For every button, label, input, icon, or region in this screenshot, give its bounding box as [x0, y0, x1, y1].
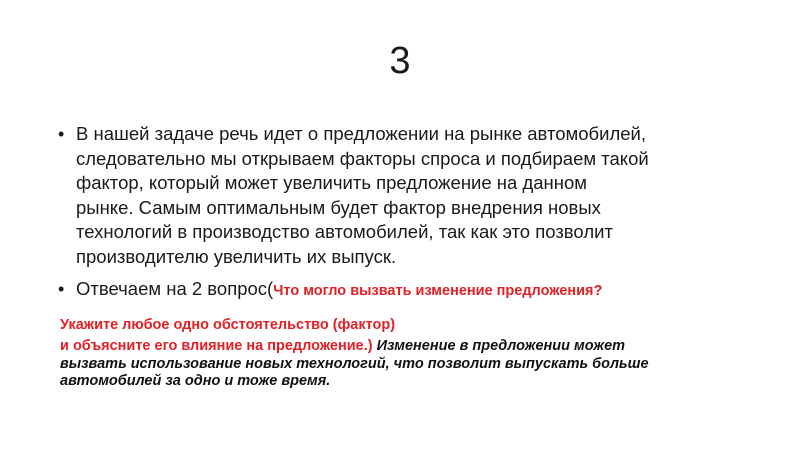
bullet-1-line: фактор, который может увеличить предложение на данном [76, 172, 587, 194]
answer-text-1: Изменение в предложении может [372, 338, 626, 354]
bullet-1-line: технологий в производство автомобилей, так как это позволит [76, 221, 613, 243]
bullet-2-prefix: Отвечаем на 2 вопрос( [76, 277, 274, 299]
answer-block [60, 338, 760, 391]
bullet-item-1 [58, 122, 778, 270]
answer-text-3: автомобилей за одно и тоже время. [60, 373, 331, 389]
question-text-2: Укажите любое одно обстоятельство (фактор) [60, 317, 396, 333]
bullet-1-line: следовательно мы открываем факторы спроса и подбираем такой [76, 147, 649, 169]
question-text-1: Что могло вызвать изменение предложения? [273, 282, 603, 299]
answer-text-2: вызвать использование новых технологий, что позволит выпускать больше [60, 355, 649, 372]
bullet-dot-icon: • [58, 124, 65, 144]
bullet-1-line: В нашей задаче речь идет о предложении на рынке автомобилей, [76, 123, 647, 144]
bullet-1-line: производителю увеличить их выпуск. [76, 245, 397, 267]
question-text-3: и объясните его влияние на предложение.) [60, 338, 373, 354]
slide-title: 3 [389, 40, 411, 82]
bullet-item-2 [58, 277, 778, 304]
bullet-list [58, 122, 778, 303]
bullet-1-line: рынке. Самым оптимальным будет фактор внедрения новых [76, 196, 601, 218]
answer-line-1 [60, 338, 760, 356]
bullet-dot-icon: • [58, 278, 65, 299]
